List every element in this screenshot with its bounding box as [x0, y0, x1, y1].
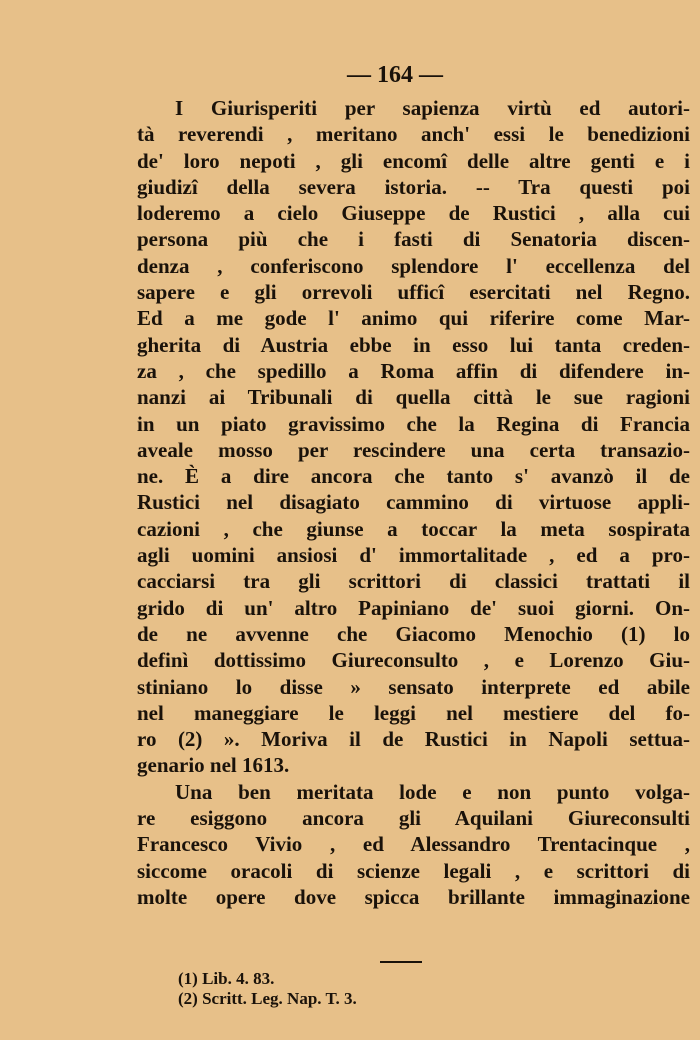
text-line: Francesco Vivio , ed Alessandro Trentacinque ,	[137, 832, 690, 857]
text-line: siccome oracoli di scienze legali , e scrittori di	[137, 858, 690, 883]
text-line: za , che spedillo a Roma affin di difendere in-	[137, 358, 690, 383]
text-line: ro (2) ». Moriva il de Rustici in Napoli settua-	[137, 727, 690, 752]
text-line: grido di un' altro Papiniano de' suoi giorni. On-	[137, 595, 690, 620]
footnote-1: (1) Lib. 4. 83.	[178, 969, 275, 988]
text-line: tà reverendi , meritano anch' essi le benedizioni	[137, 122, 690, 147]
text-line: de' loro nepoti , gli encomî delle altre genti e i	[137, 148, 690, 173]
body-text	[137, 95, 690, 910]
footnote-2: (2) Scritt. Leg. Nap. T. 3.	[178, 989, 357, 1008]
text-line: re esiggono ancora gli Aquilani Giureconsulti	[137, 806, 690, 831]
text-line: denza , conferiscono splendore l' eccellenza del	[137, 253, 690, 278]
text-line: genario nel 1613.	[137, 753, 290, 778]
text-line: Rustici nel disagiato cammino di virtuose appli-	[137, 490, 690, 515]
text-line: aveale mosso per rescindere una certa transazio-	[137, 437, 690, 462]
text-line: loderemo a cielo Giuseppe de Rustici , alla cui	[137, 201, 690, 226]
text-line: nanzi ai Tribunali di quella città le sue ragioni	[137, 385, 690, 410]
text-line: gherita di Austria ebbe in esso lui tanta creden-	[137, 332, 690, 357]
text-line: sapere e gli orrevoli ufficî esercitati nel Regno.	[137, 280, 690, 305]
footnotes	[178, 969, 357, 1009]
footnote-divider	[380, 961, 422, 963]
text-line: cacciarsi tra gli scrittori di classici trattati il	[137, 569, 690, 594]
text-line: cazioni , che giunse a toccar la meta sospirata	[137, 516, 690, 541]
text-line: definì dottissimo Giureconsulto , e Lorenzo Giu-	[137, 648, 690, 673]
text-line: de ne avvenne che Giacomo Menochio (1) lo	[137, 621, 690, 646]
text-line: Ed a me gode l' animo qui riferire come Mar-	[137, 306, 690, 331]
text-line: ne. È a dire ancora che tanto s' avanzò il de	[137, 464, 690, 489]
text-line: persona più che i fasti di Senatoria discen-	[137, 227, 690, 252]
text-line: Una ben meritata lode e non punto volga-	[175, 779, 690, 804]
text-line: agli uomini ansiosi d' immortalitade , ed a pro-	[137, 543, 690, 568]
text-line: I Giurisperiti per sapienza virtù ed autori-	[175, 96, 690, 120]
text-line: in un piato gravissimo che la Regina di Francia	[137, 411, 690, 436]
text-line: nel maneggiare le leggi nel mestiere del fo-	[137, 700, 690, 725]
text-line: stiniano lo disse » sensato interprete ed abile	[137, 674, 690, 699]
page-number: — 164 —	[347, 62, 443, 88]
text-line: giudizî della severa istoria. -- Tra questi poi	[137, 174, 690, 199]
text-line: molte opere dove spicca brillante immaginazione	[137, 884, 690, 909]
